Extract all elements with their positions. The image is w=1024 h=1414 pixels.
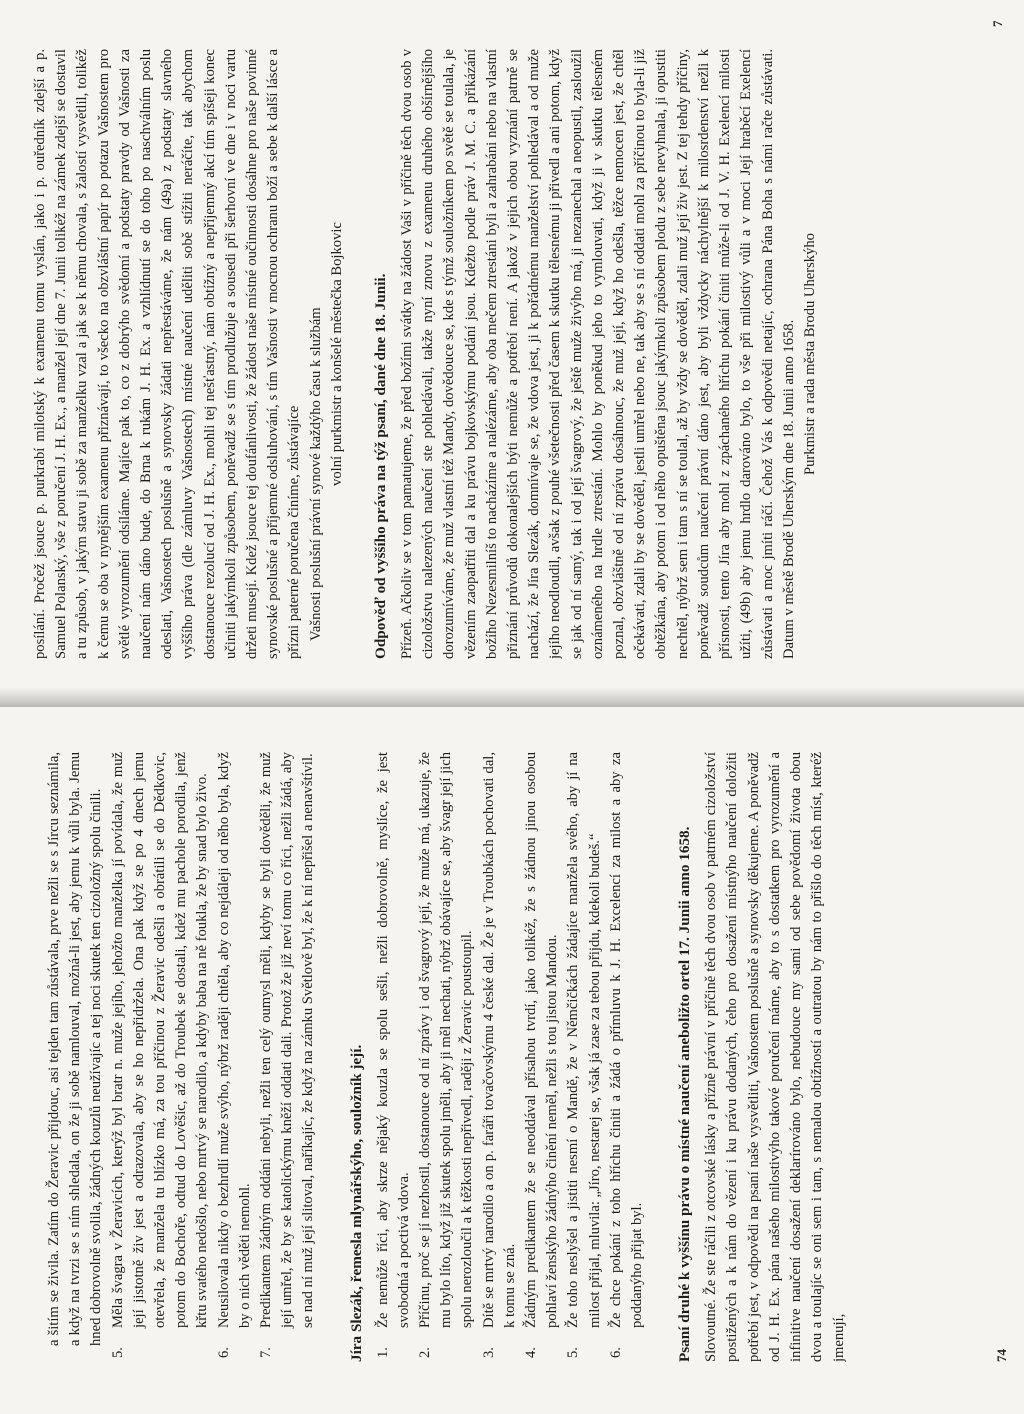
- upper-reply-signature: Purkmistr a rada města Brodu Uherskýho: [801, 233, 818, 475]
- upper-reply-paragraph: Přízeň. Ačkoliv se v tom pamatujeme, že před božími svátky na žádost Vaši v příčině těch dvou osob v cizoložstvu nalezených naučení ste pohledávali, takže nyní znovu z examenu druhého obšírnějšího dorozumíváme, že muž vlastní též Mandy, dovědouce se, kde s týmž souložníkem po světě se toulala, je vězením zaopatřiti dal a ku právu bojkovskýmu podání jsou. Kdežto podle práv J. M. C. a přikázání božího Nezesmilníš to nacházíme a nalézáme, aby oba mečem ztrestáni byli a zahrabáni nebo na vlastní přiznání průvodů dokonalejších býti nemůže a potřebí není. A jakož v jejich obou vyznání patrně se nachází, že Jíra Slezák, domnívaje se, že vdova jest, ji k pořádnému manželství pohledával a od muže jejího neodloudil, avšak z pouhé všetečnosti před časem k skutku tělesnému ji přivedl a ani potom, když se jak od ní samý, tak i od její švagrový, že ještě muže živýho má, ji nezanechal a neopustil, zasloužil oznámeného na hrdle ztrestání. Mohlo by poněkud jeho to vymlouvati, když ji v skutku tělesném poznal, obzvláštně od ní zprávu dosáhnouc, že muž její, když ho odešla, těžce nemocen jest, že chtěl očekávati, zdali by se dověděl, jestli umřel nebo ne, tak aby se s ní oddati mohl za příčinou to byla-li již obtěžkána, aby potom i od něho opuštěna jsouc jakýmkoli způsobem plodu z sebe nevyhnala, ji opustiti nechtěl, nýbrž sem i tam s ní se toulal, až by vždy se dověděl, zdali muž její živ jest. Z tej tehdy příčiny, poněvadž soudcům naučení právní dáno jest, aby byli vždycky náchylnější k milosrdenství nežli k přísnosti, tento Jíra aby mohl z zpáchaného hříchu pokání činiti může-li od J. V. H. Exelencí milosti užíti, (49b) aby jemu hrdlo darováno bylo, to vše při milostivý vůli a v moci Její hraběcí Exelencí zůstávati a moc jmíti ráčí. Čehož Vás k odpovědi netajíc, ochrana Pána Boha s námi račte zůstávati. Datum v městě Brodě Uherským dne 18. Junii anno 1658.: [399, 49, 797, 659]
- upper-intro-paragraph: posílání. Pročež jsouce p. purkrabí milotský k examenu tomu vyslán, jako i p. ouředník zdejší a p. Samuel Polanský, vše z poručení J. H. Ex., a manžel její dne 7. Junii tolikéž na zámek zdejší se dostavil a tu způsob, v jakým stavu ji sobě za manželku vzal a jak se k němu chovala, s žalostí vysvětlil, tolikéž k čemu se oba v nynějším examenu přiznávají, to všecko na obzvláštní papír po potazu Vašnostem pro světlé vyrozumění odsíláme. Majíce pak to, co z dobrýho svědomí a podstaty pravdy od Vašnosti za naučení nám dáno bude, do Brna k rukám J. H. Ex. a vzhlídnutí se do toho po naschválním poslu odeslati, Vašnostech poslušně a synovsky žádati nepřestáváme, že nám (49a) z podstaty slavného vyššího práva (dle zámluvy Vašnostech) místné naučení uděliti sobě stížiti neráčíte, tak abychom dostanouce rezolucí od J. H. Ex., mohli tej nešťastný, nám obtížný a nepříjemný akcí tím spíšeji konec učiniti jakýmkoli způsobem, poněvadž se s tím prodlužuje a sousedi při šerhovní ve dne i v noci vartu držeti musejí. Kdež jsouce tej doufánlivosti, že žádost naše místné oučinnosti dosáhne pro naše povinné synovské poslušné a příjemné odsluhování, s tím Vašnosti v mocnou ochranu boží a sebe k další lásce a přízni paterné poručena činíme, zůstávajíce: [32, 49, 303, 659]
- list-item-number: 4.: [523, 1347, 540, 1358]
- list-item-text: Žádným predikantem že se neoddával přísahou tvrdí, jako tolikéž, že s žádnou jinou osobou pohlaví ženskýho žádnýho činění neměl, nežli s tou jistou Mandou.: [523, 752, 561, 1328]
- list-item: [563, 752, 605, 1362]
- list-item-number: 7.: [258, 1347, 275, 1358]
- list-item-text: Dítě se mrtvý narodilo a on p. faráři tovačovskýmu 4 české dal. Že je v Troubkách pochovati dal, k tomu se zná.: [480, 752, 518, 1328]
- list-item-text: Příčinu, proč se jí nezhostil, dostanouce od ní zprávy i od švagrový její, že muže má, ukazuje, že mu bylo líto, když již skutek spolu jměli, aby ji měl nechati, nýbrž obávajíce se, aby švagr její jich spolu nerozloučil a k těžkosti nepřivedl, raději z Žeravic poustoupil.: [417, 752, 476, 1328]
- lower-letter-paragraph: Slovoutné. Že ste ráčili z otcovské lásky a přízně právní v příčině těch dvou osob v patrném cizoložství postižených a k nám do vězení i ku právu dodaných, čeho pro dosažení místnýho naučení doložiti potřebí jest, v odpovědi na psaní naše vysvětliti, Vašnostem poslušně a synovsky děkujeme. A poněvadž od J. H. Ex. pána našeho milostivýho takové poručení máme, aby to s dostatkem pro vyrozumění a infinitive naučení dosažení deklarírováno bylo, nebudouce my sami od sebe povědomí života obou dvou a toulajíc se oni sem i tam, s nemalou obtížností a outratou by nám to přišlo do těch míst, kteréž jmenují,: [703, 752, 847, 1362]
- list-item-text: Neusilovala nikdy o bezhrdlí muže svýho, nýbrž raději chtěla, aby co nejdáleji od něho byla, když by o nich věděti nemohl.: [215, 752, 253, 1328]
- upper-closing-line: Vašnosti poslušní právní synové každýho času k službám: [307, 307, 324, 641]
- list-item-number: 5.: [565, 1347, 582, 1358]
- list-item-number: 6.: [215, 1347, 232, 1358]
- upper-page-text-column: [30, 49, 980, 659]
- lower-page-text-column: [44, 752, 994, 1362]
- list-item: [415, 752, 479, 1362]
- list-item: [479, 752, 521, 1362]
- list-item-text: Že chce pokání z toho hříchu činiti a žádá o přímluvu k J. H. Excelencí za milost a aby za poddanýho přijat byl.: [607, 752, 646, 1328]
- list-item: [606, 752, 648, 1362]
- lower-heading-letter: Psaní druhé k vyššínu právu o místné naučení aneboližto ortel 17. Junii anno 1658.: [676, 826, 694, 1362]
- lower-page-rotated-content: [0, 707, 1024, 1414]
- list-item-text: Že toho neslyšel a jistiti nesmí o Mandě, že v Němčičkách žádajíce manžela svého, aby jí na milost přijal, mluvila: „Jíro, nestarej se, však já zase za tebou přijdu, kdekoli budeš.“: [565, 752, 603, 1328]
- list-item: [521, 752, 563, 1362]
- list-item-number: 2.: [417, 1347, 434, 1358]
- lower-intro-paragraph: a šitím se živila. Zatím do Žeravic přijdouc, asi tejden tam zůstávala, prve nežli se s Jírcu seznámila, a když na tvrzi se s ním shledala, on že ji sobě namlouval, možná-li jest, aby jemu k vůli byla. Jemu hned dobrovolně svolila, žádných kouzlů neužívajíc a tej noci skutek ten cizoložný spolu činili.: [46, 752, 105, 1346]
- list-item-text: Že nemůže říci, aby skrze nějaký kouzla se spolu sešli, nežli dobrovolně, myslíce, že jest svobodná a poctivá vdova.: [374, 752, 412, 1328]
- lower-second-list: [373, 752, 649, 1362]
- list-item-number: 5.: [109, 1347, 126, 1358]
- list-item: [108, 752, 214, 1362]
- list-item: [373, 752, 415, 1362]
- upper-closing-signature: volní purkmistr a konšelé městečka Bojkovic: [328, 222, 345, 486]
- lower-first-list: [108, 752, 320, 1362]
- upper-section-heading: Odpověď od vyššího práva na týž psaní, dané dne 18. Junii.: [372, 273, 390, 659]
- list-item: [256, 752, 320, 1362]
- list-item-number: 6.: [607, 1347, 624, 1358]
- lower-page-number: 74: [994, 1349, 1009, 1362]
- list-item-number: 1.: [374, 1347, 391, 1358]
- lower-page: [0, 707, 1024, 1414]
- list-item: [214, 752, 256, 1362]
- upper-page-number: 7: [990, 20, 1005, 27]
- list-item-text: Predikantem žádným oddáni nebyli, nežli ten celý oumysl měli, kdyby se byli dověděli, že muž její umřel, že by se katolickýmu kněží oddati dali. Protož že již neví tomu co říci, nežli žádá, aby se nad ní muž její slitoval, naříkajíc, že když na zámku Světlově byl, že k ní nepřišel a nenavštívil.: [258, 752, 317, 1328]
- list-item-number: 3.: [480, 1347, 497, 1358]
- list-item-text: Měla švagra v Žeravicích, kterýž byl bratr n. muže jejího, jehožto manželka jí povídala, že muž její jistotně živ jest a odrazovala, aby se ho nepřidržela. Ona pak když se po 4 dnech jemu otevřela, že manžela tu blízko má, za tou příčinou z Žeravic odešli a obrátili se do Dědkovic, potom do Bochoře, odtud do Lověšic, až do Troubek se dostali, kdež mu pachole porodila, jenž křtu svatého nedošlo, nebo mrtvý se narodilo, a kdyby baba na ně foukla, že by snad bylo živo.: [109, 752, 211, 1328]
- lower-heading-jira: Jíra Slezák, řemesla mlynářskýho, souložník její.: [347, 1044, 365, 1362]
